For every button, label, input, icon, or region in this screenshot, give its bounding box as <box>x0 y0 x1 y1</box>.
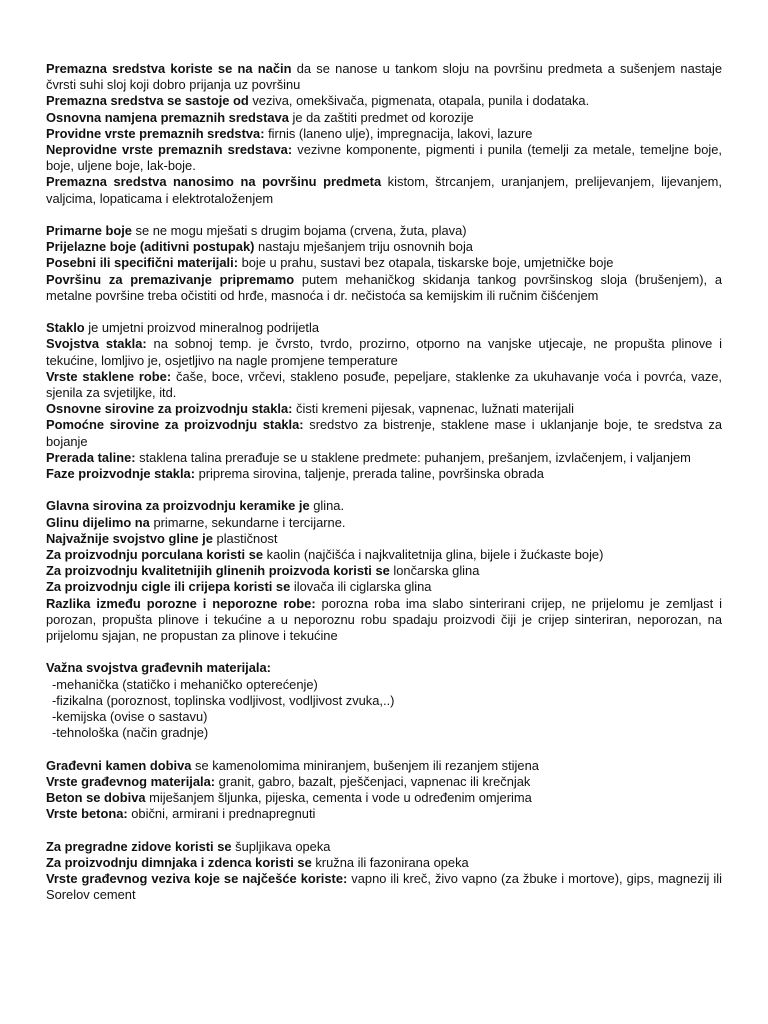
definition: ilovača ili ciglarska glina <box>290 579 432 595</box>
term: Premazna sredstva koriste se na način <box>46 61 292 76</box>
term: Svojstva stakla: <box>46 336 147 352</box>
term: Najvažnije svojstvo gline je <box>46 530 213 546</box>
paragraph <box>46 320 722 336</box>
definition: vezivne komponente, pigmenti i punila (temelji za metale, temeljne boje, boje, uljene boje, lak-boje. <box>46 142 722 174</box>
definition: se kamenolomima miniranjem, bušenjem ili rezanjem stijena <box>191 757 539 773</box>
paragraph <box>46 174 722 206</box>
term: Razlika između porozne i neporozne robe: <box>46 595 316 611</box>
definition: glina. <box>309 498 345 514</box>
paragraph <box>46 547 722 563</box>
properties-heading <box>46 660 722 676</box>
section-gap <box>46 207 722 223</box>
term: Prerada taline: <box>46 449 136 465</box>
list-item: -fizikalna (poroznost, toplinska vodljivost, vodljivost zvuka,..) <box>52 692 395 708</box>
paragraph <box>46 515 722 531</box>
paragraph <box>46 272 722 304</box>
definition: kistom, štrcanjem, uranjanjem, prelijevanjem, lijevanjem, valjcima, lopaticama i elektrotaloženjem <box>46 174 722 206</box>
term: Primarne boje <box>46 223 132 239</box>
definition: priprema sirovina, taljenje, prerada taline, površinska obrada <box>195 466 544 482</box>
section-gap <box>46 644 722 660</box>
paragraph <box>46 110 722 126</box>
definition: porozna roba ima slabo sinterirani crijep, ne prijelomu je zemljast i porozan, propušta plinove i tekućine a u neporoznu robu spadaju proizvodi čiji je crijep sinteriran, neporozan, na prijelomu sjajan, ne propustan za plinove i tekućine <box>46 595 722 644</box>
definition: vapno ili kreč, živo vapno (za žbuke i mortove), gips, magnezij ili Sorelov cement <box>46 871 722 903</box>
term: Za proizvodnju dimnjaka i zdenca koristi se <box>46 854 312 870</box>
list-item: -kemijska (ovise o sastavu) <box>52 709 208 725</box>
term: Za pregradne zidove koristi se <box>46 838 232 854</box>
paragraph <box>46 126 722 142</box>
list-item: -mehanička (statičko i mehaničko opterećenje) <box>52 676 318 692</box>
definition: boje u prahu, sustavi bez otapala, tiskarske boje, umjetničke boje <box>238 255 614 271</box>
heading-text: Važna svojstva građevnih materijala: <box>46 660 271 676</box>
paragraph <box>46 369 722 401</box>
term: Faze proizvodnje stakla: <box>46 466 195 482</box>
paragraph <box>46 498 722 514</box>
term: Za proizvodnju cigle ili crijepa koristi se <box>46 579 291 595</box>
term: Premazna sredstva nanosimo na površinu predmeta <box>46 174 382 190</box>
term: Za proizvodnju porculana koristi se <box>46 547 264 563</box>
paragraph <box>46 871 722 903</box>
list-item: -tehnološka (način gradnje) <box>52 725 209 741</box>
section-gap <box>46 741 722 757</box>
definition: putem mehaničkog skidanja tankog površinskog sloja (brušenjem), a metalne površine treba očistiti od hrđe, masnoća i dr. nečistoća sa kemijskim ili ručnim čišćenjem <box>46 271 722 303</box>
term: Premazna sredstva se sastoje od <box>46 93 249 109</box>
definition: je da zaštiti predmet od korozije <box>288 109 474 125</box>
term: Površinu za premazivanje pripremamo <box>46 271 295 287</box>
section-gap <box>46 304 722 320</box>
definition: čisti kremeni pijesak, vapnenac, lužnati materijali <box>292 401 574 417</box>
definition: je umjetni proizvod mineralnog podrijetla <box>84 320 319 336</box>
definition: da se nanose u tankom sloju na površinu predmeta a sušenjem nastaje čvrsti suhi sloj koji dobro prijanja uz površinu <box>46 61 722 93</box>
term: Posebni ili specifični materijali: <box>46 255 238 271</box>
term: Građevni kamen dobiva <box>46 757 192 773</box>
paragraph <box>46 466 722 482</box>
definition: plastičnost <box>212 530 278 546</box>
paragraph <box>46 839 722 855</box>
term: Osnovne sirovine za proizvodnju stakla: <box>46 401 293 417</box>
term: Glinu dijelimo na <box>46 514 150 530</box>
paragraph <box>46 336 722 368</box>
paragraph <box>46 401 722 417</box>
section-gap <box>46 482 722 498</box>
definition: sredstvo za bistrenje, staklene mase i uklanjanje boje, te sredstva za bojanje <box>46 417 722 449</box>
document-page <box>46 61 722 903</box>
definition: miješanjem šljunka, pijeska, cementa i vode u određenim omjerima <box>145 790 532 806</box>
term: Vrste građevnog materijala: <box>46 773 216 789</box>
term: Beton se dobiva <box>46 790 146 806</box>
paragraph <box>46 774 722 790</box>
term: Vrste građevnog veziva koje se najčešće koriste: <box>46 871 348 887</box>
paragraph <box>46 579 722 595</box>
paragraph <box>46 758 722 774</box>
definition: staklena talina prerađuje se u staklene predmete: puhanjem, prešanjem, izvlačenjem, i valjanjem <box>135 449 691 465</box>
definition: se ne mogu mješati s drugim bojama (crvena, žuta, plava) <box>131 223 467 239</box>
term: Glavna sirovina za proizvodnju keramike je <box>46 498 310 514</box>
paragraph <box>46 790 722 806</box>
definition: primarne, sekundarne i tercijarne. <box>149 514 346 530</box>
paragraph <box>46 93 722 109</box>
term: Vrste betona: <box>46 806 128 822</box>
definition: kružna ili fazonirana opeka <box>311 854 469 870</box>
paragraph <box>46 563 722 579</box>
definition: obični, armirani i prednapregnuti <box>127 806 316 822</box>
definition: na sobnoj temp. je čvrsto, tvrdo, prozirno, otporno na vanjske utjecaje, ne propušta plinove i tekućine, lomljivo je, osjetljivo na nagle promjene temperature <box>46 336 723 368</box>
term: Vrste staklene robe: <box>46 368 172 384</box>
paragraph <box>46 61 722 93</box>
paragraph <box>46 417 722 449</box>
definition: lončarska glina <box>389 563 480 579</box>
paragraph <box>46 239 722 255</box>
term: Osnovna namjena premaznih sredstava <box>46 109 289 125</box>
definition: šupljikava opeka <box>231 838 331 854</box>
definition: nastaju mješanjem triju osnovnih boja <box>254 239 473 255</box>
term: Prijelazne boje (aditivni postupak) <box>46 239 255 255</box>
paragraph <box>46 450 722 466</box>
term: Za proizvodnju kvalitetnijih glinenih proizvoda koristi se <box>46 563 390 579</box>
definition: granit, gabro, bazalt, pješčenjaci, vapnenac ili krečnjak <box>215 773 531 789</box>
term: Neprovidne vrste premaznih sredstava: <box>46 142 293 158</box>
paragraph <box>46 806 722 822</box>
definition: firnis (laneno ulje), impregnacija, lakovi, lazure <box>264 125 533 141</box>
paragraph <box>46 531 722 547</box>
term: Staklo <box>46 320 85 336</box>
definition: čaše, boce, vrčevi, stakleno posuđe, pepeljare, staklenke za ukuhavanje voća i povrća, vaze, sjenila za svjetiljke, itd. <box>46 368 722 401</box>
term: Pomoćne sirovine za proizvodnju stakla: <box>46 417 304 433</box>
term: Providne vrste premaznih sredstva: <box>46 125 265 141</box>
paragraph <box>46 223 722 239</box>
paragraph <box>46 596 722 645</box>
paragraph <box>46 255 722 271</box>
definition: kaolin (najčišća i najkvalitetnija glina, bijele i žućkaste boje) <box>263 547 604 563</box>
section-gap <box>46 822 722 838</box>
definition: veziva, omekšivača, pigmenata, otapala, punila i dodataka. <box>248 93 590 109</box>
properties-list <box>46 677 722 742</box>
paragraph <box>46 142 722 174</box>
paragraph <box>46 855 722 871</box>
